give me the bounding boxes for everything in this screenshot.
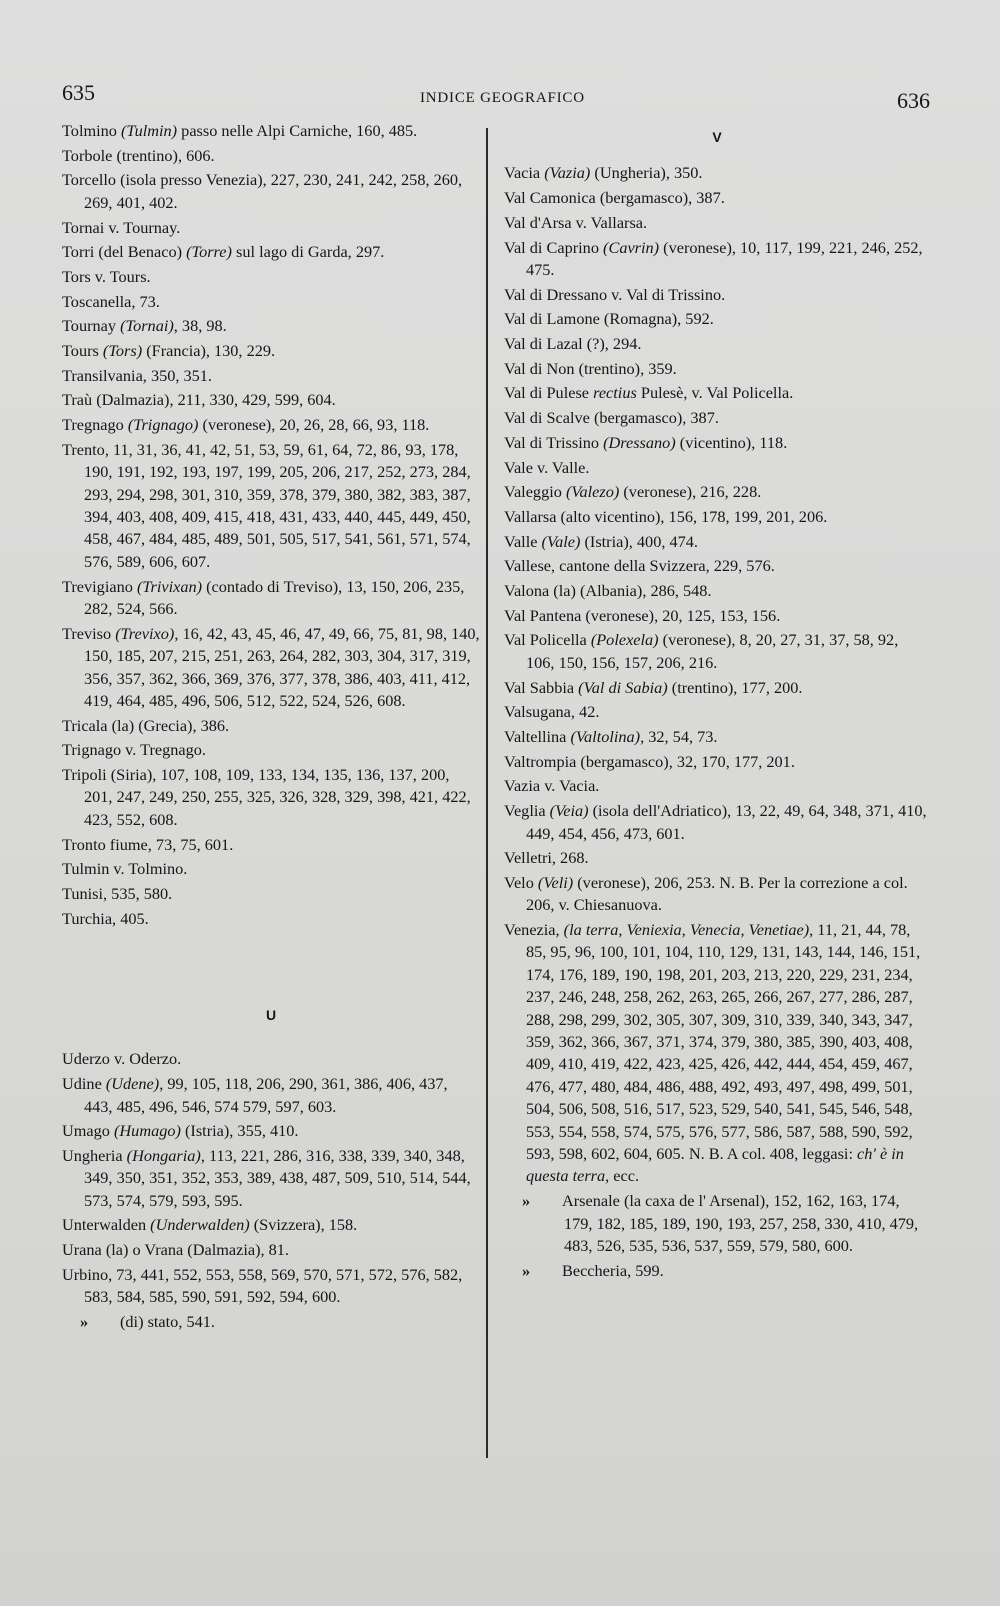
- entry-variant-italic: (Veli): [537, 872, 574, 892]
- entry-text: Val di Lazal (?), 294.: [504, 334, 642, 354]
- entry-text: Val di Pulese: [504, 383, 594, 403]
- index-entry: [62, 1145, 480, 1212]
- entry-text: Val Pantena (veronese), 20, 125, 153, 156.: [504, 605, 781, 625]
- index-entry: [62, 623, 480, 713]
- entry-text: Vazia v. Vacia.: [504, 776, 600, 796]
- index-entry: [504, 333, 930, 355]
- ditto-mark: »: [80, 1312, 89, 1331]
- ditto-mark: »: [522, 1260, 531, 1280]
- entry-text: Val di Scalve (bergamasco), 387.: [504, 408, 719, 428]
- entry-variant-italic: (Valtolina): [570, 726, 641, 746]
- entry-variant-italic: (Underwalden): [150, 1215, 250, 1235]
- entry-variant-italic: (Trivixan): [136, 576, 203, 596]
- entry-text: Vale v. Valle.: [504, 457, 590, 477]
- entry-variant-italic: (Torre): [186, 242, 232, 262]
- index-entry: [504, 212, 930, 234]
- index-entry: [504, 580, 930, 602]
- index-entry: [62, 1264, 480, 1309]
- entry-text: (Istria), 400, 474.: [580, 531, 698, 551]
- index-entry: [504, 726, 930, 748]
- index-entry: [62, 883, 480, 905]
- index-entry: [62, 145, 480, 167]
- entry-variant-italic: (Udene): [105, 1074, 160, 1094]
- index-entry: [62, 365, 480, 387]
- entry-text: (Istria), 355, 410.: [180, 1121, 299, 1141]
- index-entry: [504, 284, 930, 306]
- entry-text: (contado di Treviso), 13, 150, 206, 235, 282, 524, 566.: [84, 576, 465, 618]
- index-entry: [504, 162, 930, 184]
- index-entry: [62, 576, 480, 621]
- index-entry: [504, 701, 930, 723]
- entry-text: Arsenale: [562, 1191, 624, 1211]
- index-entry: [504, 481, 930, 503]
- index-entry: [62, 241, 480, 263]
- entry-variant-italic: (Valezo): [565, 482, 620, 502]
- entry-text: , 11, 21, 44, 78, 85, 95, 96, 100, 101, 104, 110, 129, 131, 143, 144, 146, 151, 174, 176, 189, 190, 198, 201, 203, 213, 220, 229, 231, 234, 237, 246, 248, 258, 262, 263, 265, 266, 267, 277, 286, 287, 288, 298, 299, 302, 305, 307, 309, 310, 339, 340, 343, 347, 359, 362, 366, 367, 371, 374, 379, 380, 385, 390, 403, 408, 409, 410, 419, 422, 423, 425, 426, 442, 444, 454, 459, 467, 476, 477, 480, 484, 486, 488, 492, 493, 497, 498, 499, 501, 504, 506, 508, 516, 517, 523, 529, 540, 541, 545, 546, 548, 553, 554, 558, 574, 575, 576, 577, 586, 587, 588, 590, 592, 593, 598, 602, 604, 605. N. B. A col. 408, leggasi:: [526, 920, 921, 1164]
- index-entry: [62, 266, 480, 288]
- page-header: [0, 80, 1000, 120]
- entry-text: Trento, 11, 31, 36, 41, 42, 51, 53, 59, 61, 64, 72, 86, 93, 178, 190, 191, 192, 193, 197, 199, 205, 206, 217, 252, 273, 284, 293, 294, 298, 301, 310, 359, 378, 379, 380, 382, 383, 387, 394, 403, 408, 409, 415, 418, 431, 433, 440, 445, 449, 450, 458, 467, 484, 485, 489, 501, 505, 517, 541, 561, 571, 574, 576, 589, 606, 607.: [62, 439, 471, 571]
- index-entry: [504, 187, 930, 209]
- entry-text: Beccheria, 599.: [562, 1260, 664, 1280]
- entry-text: Val di Dressano v. Val di Trissino.: [504, 284, 726, 304]
- entry-text: Tours: [62, 341, 103, 361]
- entry-text: , ecc.: [605, 1166, 640, 1186]
- entry-text: Valtellina: [504, 726, 571, 746]
- entry-text: Tulmin v. Tolmino.: [62, 859, 188, 879]
- entry-text: Torcello (isola presso Venezia), 227, 230, 241, 242, 258, 260, 269, 401, 402.: [62, 170, 463, 212]
- entry-text: Val di Caprino: [504, 237, 604, 257]
- right-column: [504, 120, 930, 1284]
- entry-text: Pulesè, v. Val Policella.: [636, 383, 794, 403]
- entries-t: [62, 120, 480, 930]
- page-number-right: 636: [897, 88, 930, 113]
- index-entry: [504, 555, 930, 577]
- entry-text: Traù (Dalmazia), 211, 330, 429, 599, 604.: [62, 390, 336, 410]
- left-column: [62, 120, 480, 1336]
- entry-text: Treviso: [62, 623, 116, 643]
- entry-text: , 152, 162, 163, 174, 179, 182, 185, 189, 190, 193, 257, 258, 330, 410, 479, 483, 526, 535, 536, 537, 559, 579, 580, 600.: [564, 1191, 919, 1255]
- entry-text: passo nelle Alpi Carniche, 160, 485.: [177, 121, 418, 140]
- index-entry: [504, 919, 930, 1188]
- entry-text: Vallarsa (alto vicentino), 156, 178, 199, 201, 206.: [504, 506, 828, 526]
- entry-text: Transilvania, 350, 351.: [62, 365, 212, 385]
- entry-text: Urbino, 73, 441, 552, 553, 558, 569, 570, 571, 572, 576, 582, 583, 584, 585, 590, 591, 592, 594, 600.: [62, 1264, 463, 1307]
- index-entry: [62, 908, 480, 930]
- index-entry: [504, 382, 930, 404]
- index-entry: [62, 834, 480, 856]
- entry-text: Val Camonica (bergamasco), 387.: [504, 188, 725, 208]
- entry-text: Trignago v. Tregnago.: [62, 740, 206, 760]
- entry-text: Tronto fiume, 73, 75, 601.: [62, 834, 234, 854]
- entry-text: Val d'Arsa v. Vallarsa.: [504, 212, 648, 232]
- entry-text: (trentino), 177, 200.: [667, 677, 803, 697]
- entry-text: , 32, 54, 73.: [640, 726, 718, 746]
- entry-text: Turchia, 405.: [62, 908, 149, 928]
- index-entry: [62, 1048, 480, 1070]
- index-entry: [62, 340, 480, 362]
- entry-text: Val Policella: [504, 630, 591, 650]
- entry-text: Val di Lamone (Romagna), 592.: [504, 309, 714, 329]
- entry-text: Udine: [62, 1074, 106, 1094]
- entry-text: Valona (la) (Albania), 286, 548.: [504, 581, 712, 601]
- section-letter-u: U: [265, 1007, 277, 1024]
- entry-text: Toscanella, 73.: [62, 291, 160, 311]
- entry-variant-italic: (Vale): [541, 531, 581, 551]
- entry-text: (di) stato, 541.: [120, 1312, 215, 1331]
- entry-text: Tregnago: [62, 415, 128, 435]
- index-subentry: [504, 1190, 930, 1257]
- entry-variant-italic: (Vazia): [544, 163, 591, 183]
- entry-variant-italic: (Polexela): [590, 630, 659, 650]
- index-entry: [504, 531, 930, 553]
- index-entry: [504, 629, 930, 674]
- entry-text: Velo: [504, 872, 538, 892]
- entry-text: (vicentino), 118.: [675, 432, 788, 452]
- entry-text: (Svizzera), 158.: [249, 1215, 358, 1235]
- index-entry: [62, 1073, 480, 1118]
- column-divider: [486, 128, 488, 1458]
- index-entry: [504, 457, 930, 479]
- index-entry: [62, 169, 480, 214]
- index-entry: [62, 414, 480, 436]
- index-entry: [504, 751, 930, 773]
- entry-text: Torri (del Benaco): [62, 242, 187, 262]
- entry-text: (isola dell'Adriatico), 13, 22, 49, 64, 348, 371, 410, 449, 454, 456, 473, 601.: [526, 801, 927, 843]
- entry-text: , 38, 98.: [173, 316, 227, 336]
- entry-variant-italic: (Humago): [114, 1121, 181, 1141]
- index-entry: [62, 764, 480, 831]
- entry-variant-italic: (Cavrin): [603, 237, 660, 257]
- index-entry: [504, 506, 930, 528]
- index-entry: [504, 358, 930, 380]
- entry-text: Vallese, cantone della Svizzera, 229, 576.: [504, 556, 775, 576]
- page-number-left: 635: [62, 80, 95, 105]
- index-entry: [62, 1214, 480, 1236]
- entry-variant-italic: (la terra, Veniexia, Venecia, Venetiae): [563, 920, 810, 940]
- entry-text: Val Sabbia: [504, 677, 579, 697]
- entry-variant-italic: (Trignago): [127, 415, 199, 435]
- entry-text: Umago: [62, 1121, 114, 1141]
- entry-text: Unterwalden: [62, 1215, 151, 1235]
- entry-text: Vacia: [504, 163, 545, 183]
- index-entry: [504, 432, 930, 454]
- entry-text: (veronese), 216, 228.: [619, 482, 762, 502]
- entry-text: Tors v. Tours.: [62, 266, 151, 286]
- entry-text: Venezia,: [504, 920, 564, 940]
- entry-text: Urana (la) o Vrana (Dalmazia), 81.: [62, 1240, 289, 1260]
- index-entry: [62, 389, 480, 411]
- entry-text: Tournay: [62, 316, 121, 336]
- index-entry: [504, 237, 930, 282]
- entry-text: Valsugana, 42.: [504, 702, 600, 722]
- entry-text: , 113, 221, 286, 316, 338, 339, 340, 348, 349, 350, 351, 352, 353, 389, 438, 487, 509, 510, 514, 544, 573, 574, 579, 593, 595.: [84, 1145, 471, 1210]
- entry-text: Ungheria: [62, 1145, 127, 1165]
- entry-text: Valeggio: [504, 482, 566, 502]
- entry-text: Trevigiano: [62, 576, 137, 596]
- entry-text: sul lago di Garda, 297.: [231, 242, 385, 262]
- index-entry: [504, 800, 930, 845]
- entry-text: Uderzo v. Oderzo.: [62, 1049, 182, 1069]
- index-entry: [62, 217, 480, 239]
- index-entry: [62, 291, 480, 313]
- index-entry: [504, 775, 930, 797]
- index-entry: [62, 715, 480, 737]
- entry-text: Velletri, 268.: [504, 848, 589, 868]
- entry-text: Tornai v. Tournay.: [62, 217, 181, 237]
- index-entry: [504, 605, 930, 627]
- index-entry: [62, 858, 480, 880]
- index-entry: [504, 308, 930, 330]
- entry-variant-italic: (la caxa de l' Arsenal): [623, 1191, 766, 1211]
- entry-text: (Francia), 130, 229.: [142, 341, 276, 361]
- entry-variant-italic: ch' è in questa terra: [526, 1144, 904, 1186]
- ditto-mark: »: [522, 1191, 531, 1211]
- entry-text: Tolmino: [62, 121, 122, 140]
- entry-text: (Ungheria), 350.: [590, 163, 703, 183]
- entry-variant-italic: (Dressano): [603, 432, 676, 452]
- entry-text: Val di Trissino: [504, 432, 604, 452]
- index-subentry: [504, 1260, 930, 1282]
- entry-text: Tricala (la) (Grecia), 386.: [62, 715, 230, 735]
- entry-variant-italic: (Trevixo): [115, 623, 175, 643]
- entry-variant-italic: (Tornai): [120, 316, 174, 336]
- running-title: INDICE GEOGRAFICO: [420, 90, 585, 106]
- entry-text: (veronese), 20, 26, 28, 66, 93, 118.: [198, 415, 430, 435]
- entry-text: (veronese), 10, 117, 199, 221, 246, 252, 475.: [526, 237, 923, 279]
- entry-text: , 16, 42, 43, 45, 46, 47, 49, 66, 75, 81, 98, 140, 150, 185, 207, 215, 251, 263, 264, 282, 303, 304, 317, 319, 356, 357, 362, 366, 369, 376, 377, 378, 386, 403, 411, 412, 419, 464, 485, 496, 506, 512, 522, 524, 526, 608.: [84, 623, 480, 710]
- entries-u: [62, 1048, 480, 1333]
- entry-text: (veronese), 8, 20, 27, 31, 37, 58, 92, 106, 150, 156, 157, 206, 216.: [526, 630, 899, 672]
- index-entry: [504, 847, 930, 869]
- entry-text: , 99, 105, 118, 206, 290, 361, 386, 406, 437, 443, 485, 496, 546, 574 579, 597, 603.: [84, 1074, 448, 1116]
- entry-text: Tripoli (Siria), 107, 108, 109, 133, 134, 135, 136, 137, 200, 201, 247, 249, 250, 255, 325, 326, 328, 329, 398, 421, 422, 423, 552, 608.: [62, 765, 471, 829]
- entry-text: Tunisi, 535, 580.: [62, 883, 173, 903]
- entry-variant-italic: (Veia): [549, 801, 589, 821]
- entry-variant-italic: (Tors): [102, 341, 143, 361]
- entries-v: [504, 162, 930, 1282]
- index-entry: [62, 739, 480, 761]
- entry-variant-italic: rectius: [593, 383, 637, 403]
- entry-text: Valle: [504, 531, 542, 551]
- entry-variant-italic: (Tulmin): [121, 121, 178, 140]
- entry-text: Valtrompia (bergamasco), 32, 170, 177, 201.: [504, 751, 795, 771]
- index-entry: [504, 872, 930, 917]
- entry-variant-italic: (Val di Sabia): [578, 677, 668, 697]
- index-entry: [62, 439, 480, 573]
- entry-text: (veronese), 206, 253. N. B. Per la correzione a col. 206, v. Chiesanuova.: [526, 872, 908, 915]
- entry-text: Torbole (trentino), 606.: [62, 145, 215, 165]
- index-entry: [62, 1239, 480, 1261]
- entry-text: Val di Non (trentino), 359.: [504, 358, 677, 378]
- section-letter-v: V: [712, 129, 722, 145]
- index-entry: [504, 407, 930, 429]
- index-entry: [504, 677, 930, 699]
- index-entry: [62, 120, 480, 142]
- index-entry: [62, 1120, 480, 1142]
- index-subentry: [62, 1311, 480, 1333]
- index-entry: [62, 315, 480, 337]
- entry-text: Veglia: [504, 801, 550, 821]
- entry-variant-italic: (Hongaria): [126, 1145, 201, 1165]
